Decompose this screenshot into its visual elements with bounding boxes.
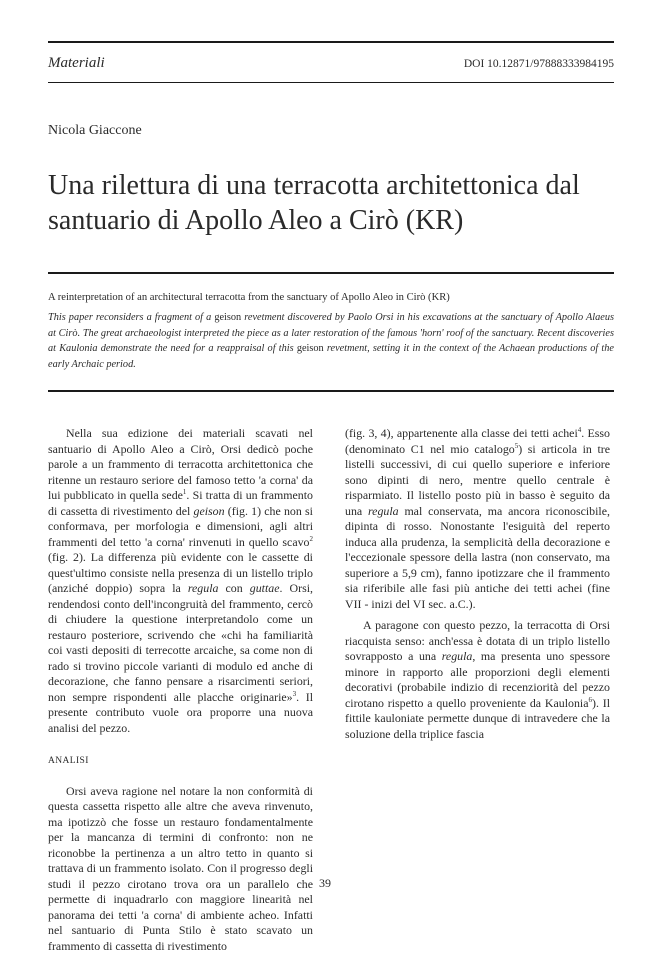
article-title: Una rilettura di una terracotta architettonica dal santuario di Apollo Aleo a Cirò (KR) [48, 168, 618, 238]
paragraph-comparison: A paragone con questo pezzo, la terracotta di Orsi riacquista senso: anch'essa è dotata di un triplo listello sovrapposto a una regula, ma presenta uno spessore minore in rapporto alle proporzioni degli elementi decorativi (probabile indizio di recenziorità del pezzo cirotano rispetto a quello proveniente da Kaulonia$^6$). Il fittile kauloniate permette dunque di intravedere che la soluzione della triplice fascia [345, 618, 610, 742]
page-number: 39 [0, 876, 650, 891]
abstract-bottom-rule [48, 390, 614, 392]
paragraph-analysis: Orsi aveva ragione nel notare la non conformità di questa cassetta rispetto alle altre che aveva rinvenuto, ma ipotizzò che fosse un restauro fondamentalmente per la mancanza di termini di confronto: non ne riconobbe la pertinenza a un altro tetto in quanto si trattava di un frammento isolato. Con il progresso degli studi il pezzo cirotano trova ora un parallelo che permette di inquadrarlo con maggiore linearità nel panorama dei tetti 'a corna' di ambiente acheo. Infatti nel santuario di Punta Stilo è stato scavato un frammento di cassetta di rivestimento [48, 784, 313, 954]
paragraph-analysis-continued: (fig. 3, 4), appartenente alla classe dei tetti achei$^4$. Esso (denominato C1 nel mio catalogo$^5$) si articola in tre listelli successivi, di cui quello superiore e inferiore sono dipinti di nero, mentre quello centrale è risparmiato. Il listello posto più in basso è seguito da una regula mal conservata, ma ancora riconoscibile, dipinta di rosso. Nonostante l'esiguità del reperto induca alla prudenza, la semplicità della decorazione e l'eccezionale spessore della lastra (non conservato, ma superiore a 5,9 cm), fanno ipotizzare che il frammento sia riferibile alle fasi più antiche dei tetti achei (fine VII - inizi del VI sec. a.C.). [345, 426, 610, 612]
paragraph-intro: Nella sua edizione dei materiali scavati nel santuario di Apollo Aleo a Cirò, Orsi dedicò poche parole a un frammento di terracotta architettonica che ritenne un restauro seriore del famoso tetto 'a corna' da lui pubblicato in quella sede$^1$. Si tratta di un frammento di cassetta di rivestimento del geison (fig. 1) che non si conformava, per morfologia e dimensioni, agli altri frammenti del tetto 'a corna' rinvenuti in quello scavo$^2$ (fig. 2). La differenza più evidente con le cassette di quest'ultimo consiste nella presenza di un listello triplo (anziché doppio) sopra la regula con guttae. Orsi, rendendosi conto dell'incongruità del frammento, cercò di chiudere la questione interpretandolo come un restauro posteriore, scrivendo che «chi ha familiarità coi vasti depositi di terrecotte arcaiche, sa come non di rado si trovino piccole varianti di modulo ed anche di decorazione, che fanno pensare a risarcimenti seriori, non sempre rispondenti alle placche originarie»$^3$. Il presente contributo vuole ora proporre una nuova analisi del pezzo. [48, 426, 313, 736]
top-rule [48, 41, 614, 43]
author: Nicola Giaccone [48, 123, 142, 139]
header-rule [48, 82, 614, 83]
section-heading-analisi: ANALISI [48, 754, 313, 770]
body-column-right [345, 426, 610, 742]
english-title: A reinterpretation of an architectural terracotta from the sanctuary of Apollo Aleo in Cirò (KR) [48, 292, 614, 303]
abstract-top-rule [48, 272, 614, 274]
doi: DOI 10.12871/97888333984195 [464, 58, 614, 70]
abstract: This paper reconsiders a fragment of a geison revetment discovered by Paolo Orsi in his excavations at the sanctuary of Apollo Alaeus at Cirò. The great archaeologist interpreted the piece as a later restoration of the famous 'horn' roof of the sanctuary. Recent discoveries at Kaulonia demonstrate the need for a reappraisal of this geison revetment, setting it in the context of the Achaean productions of the early Archaic period. [48, 310, 614, 372]
body-column-left [48, 426, 313, 954]
section-label: Materiali [48, 55, 105, 72]
